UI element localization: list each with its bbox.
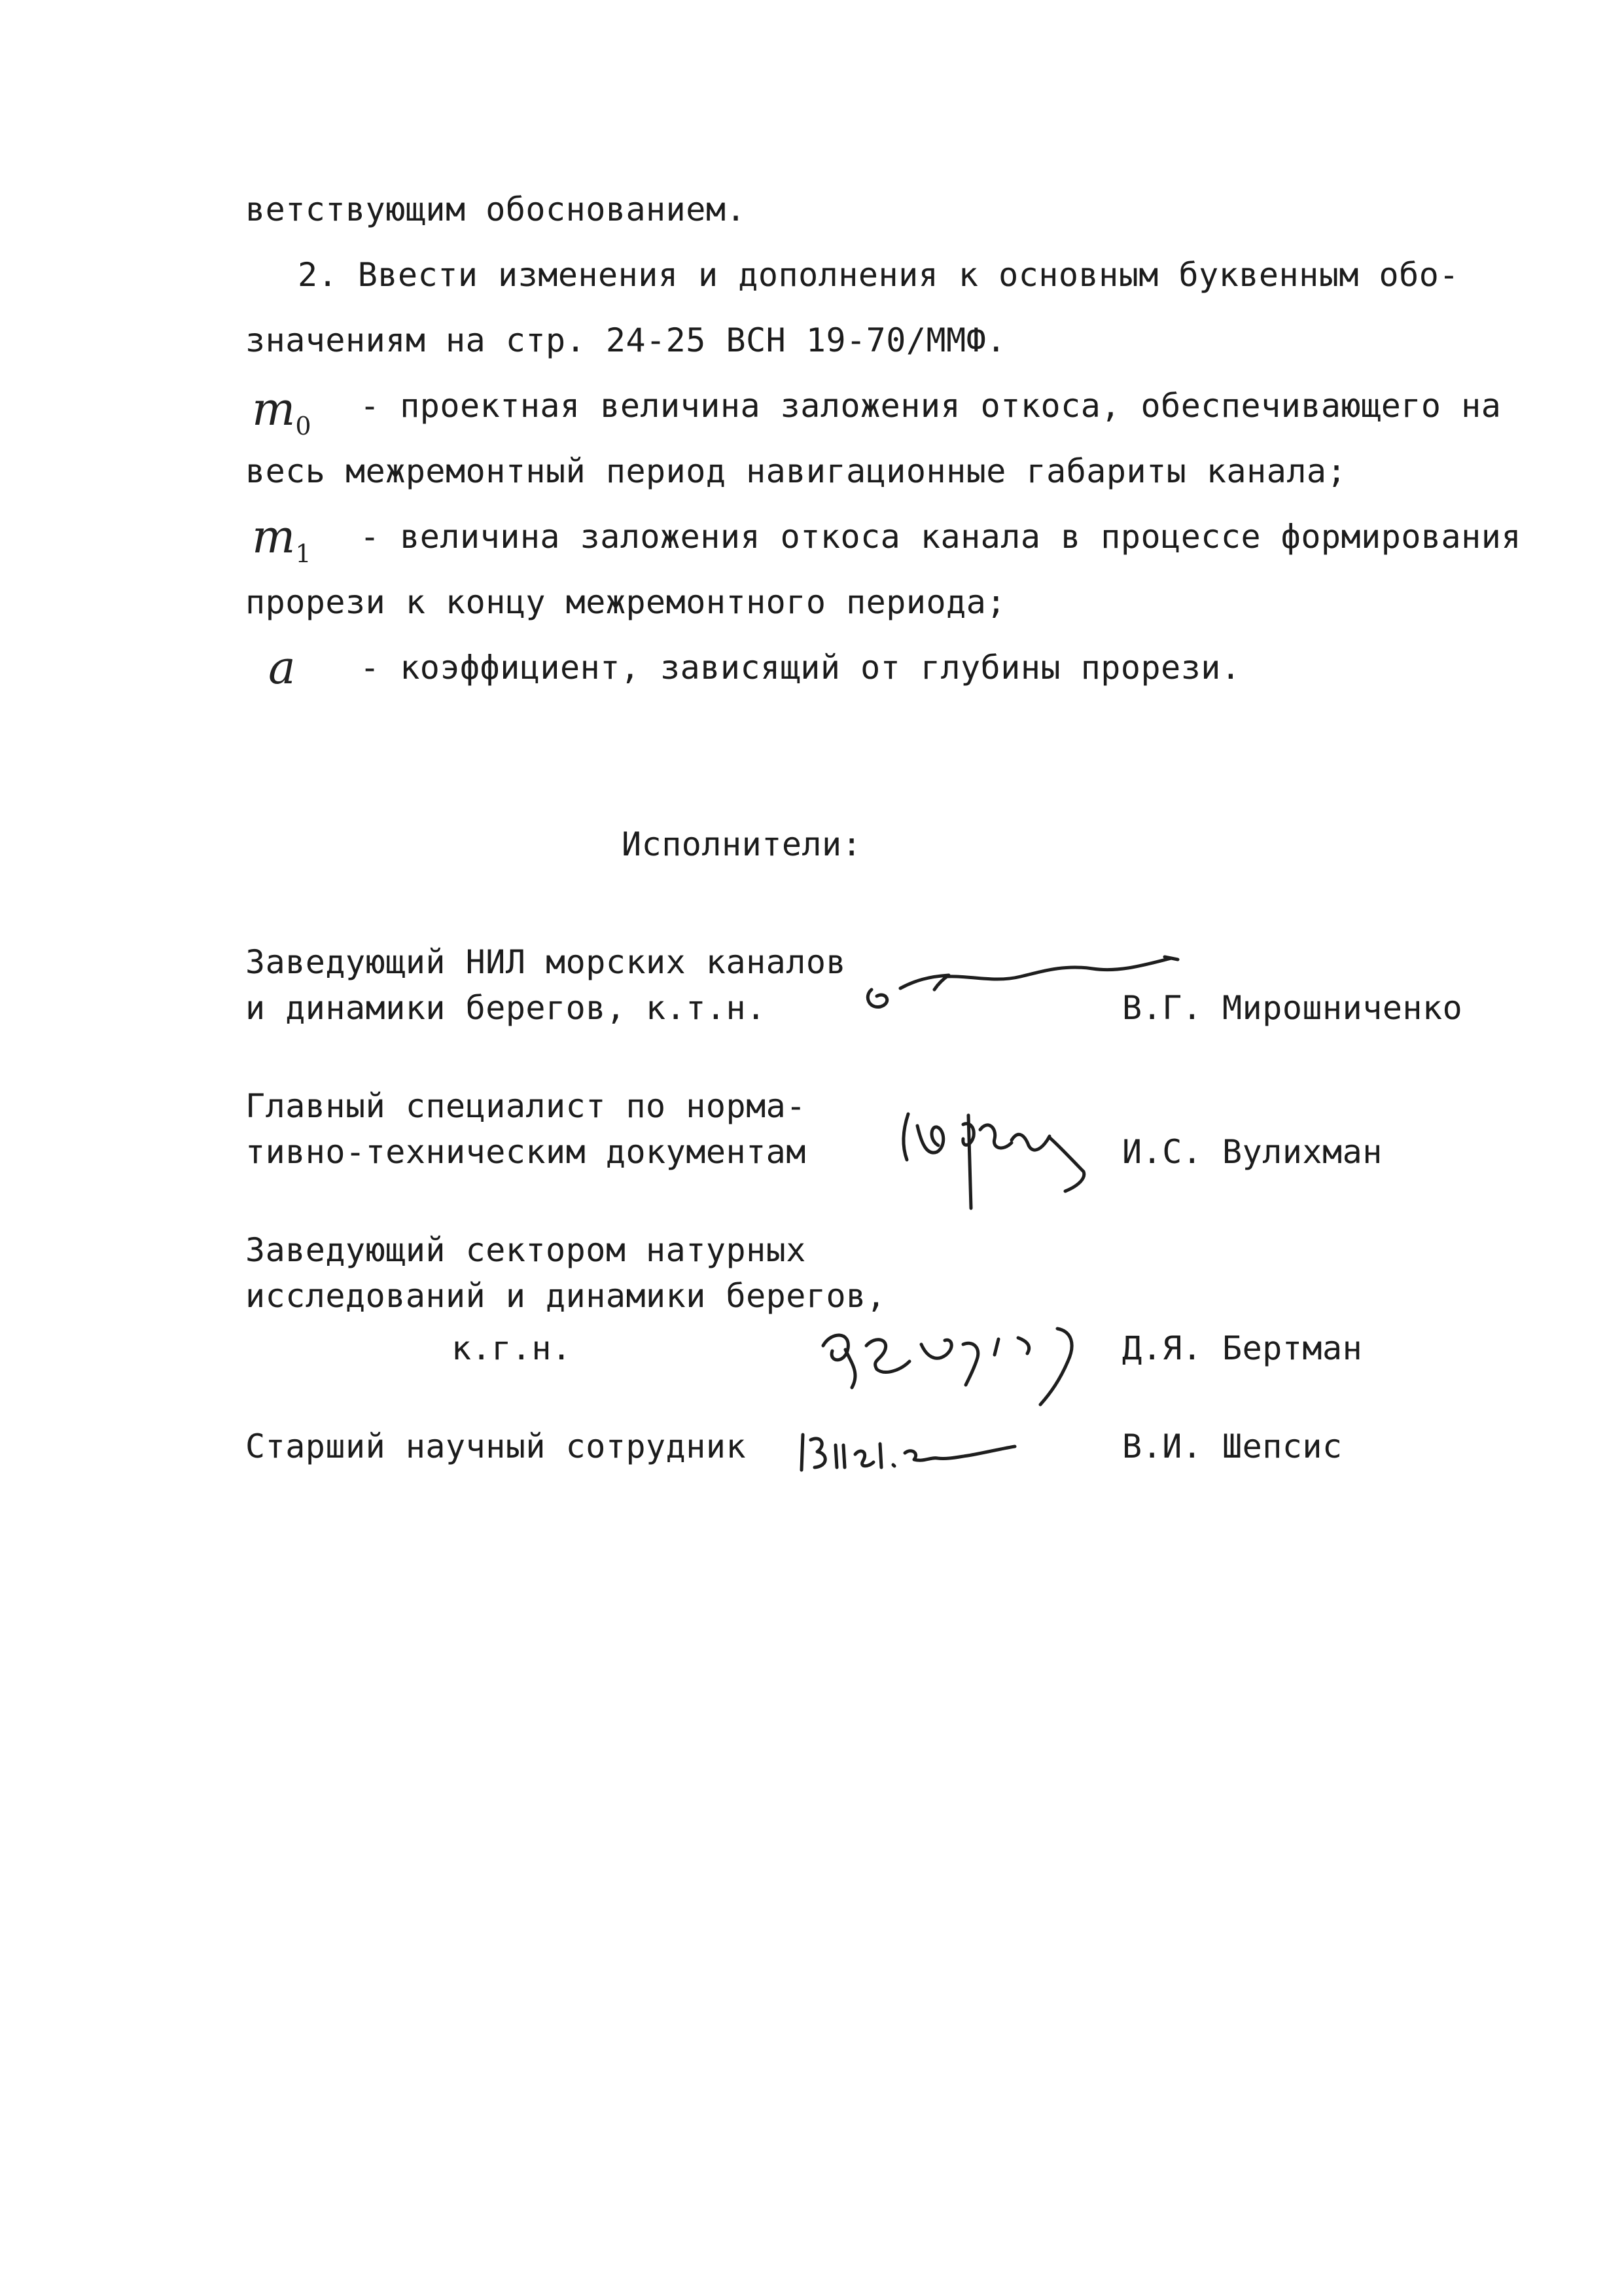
signature-bertman — [811, 1309, 1112, 1427]
executors-heading: Исполнители: — [622, 825, 862, 863]
signature-shepsis — [795, 1420, 1031, 1479]
definition-line: весь межремонтный период навигационные габариты канала; — [245, 452, 1347, 490]
person-position: Старший научный сотрудник — [245, 1427, 747, 1465]
definition-line: прорези к концу межремонтного периода; — [245, 583, 1006, 621]
person-position: к.г.н. — [451, 1329, 572, 1367]
symbol-m1-letter: m — [252, 510, 296, 564]
signature-vulikhman — [890, 1100, 1125, 1224]
symbol-m1 — [252, 510, 311, 577]
person-name: В.И. Шепсис — [1122, 1427, 1343, 1465]
person-name: В.Г. Мирошниченко — [1122, 989, 1463, 1027]
person-name: Д.Я. Бертман — [1122, 1329, 1363, 1367]
person-position: Заведующий сектором натурных — [245, 1231, 806, 1269]
definition-line: - величина заложения откоса канала в процессе формирования — [360, 518, 1521, 556]
symbol-m0-subscript: 0 — [295, 412, 311, 440]
symbol-m0-letter: m — [252, 382, 296, 436]
paragraph-line: ветствующим обоснованием. — [245, 190, 747, 228]
definition-line: - проектная величина заложения откоса, обеспечивающего на — [360, 387, 1502, 425]
person-position: Главный специалист по норма- — [245, 1087, 806, 1125]
person-position: и динамики берегов, к.т.н. — [245, 989, 766, 1027]
symbol-m0 — [252, 382, 311, 449]
symbol-a: a — [268, 641, 296, 694]
paragraph-line: 2. Ввести изменения и дополнения к основным буквенным обо- — [298, 256, 1459, 294]
paragraph-line: значениям на стр. 24-25 ВСН 19-70/ММФ. — [245, 321, 1006, 359]
person-position: Заведующий НИЛ морских каналов — [245, 943, 847, 981]
symbol-m1-subscript: 1 — [295, 539, 311, 568]
person-position: исследований и динамики берегов, — [245, 1277, 887, 1315]
definition-line: - коэффициент, зависящий от глубины прорези. — [360, 649, 1241, 687]
person-name: И.С. Вулихман — [1122, 1133, 1383, 1171]
person-position: тивно-техническим документам — [245, 1133, 806, 1171]
